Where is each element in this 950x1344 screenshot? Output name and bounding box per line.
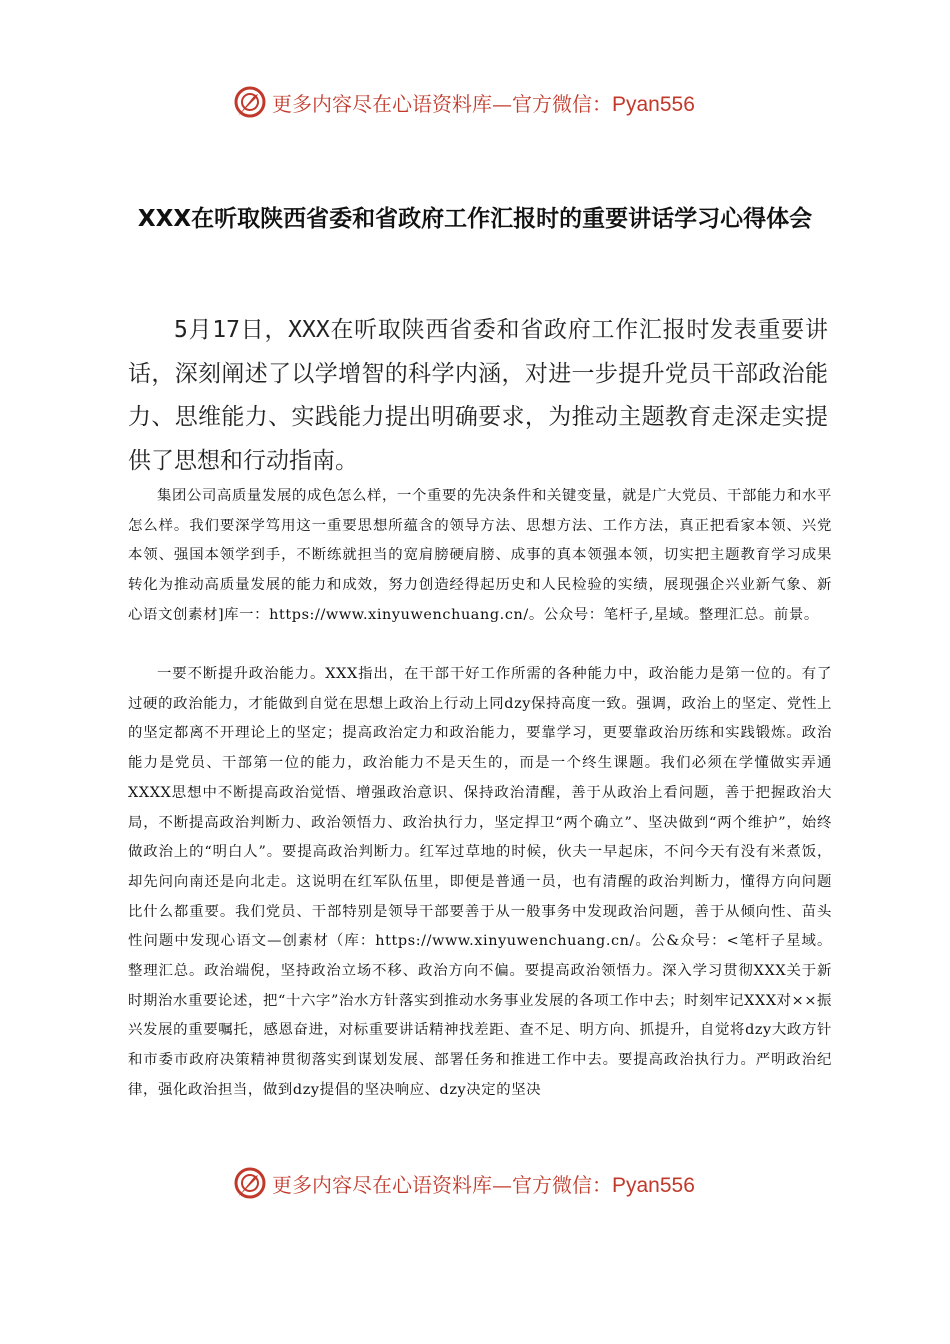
page-title: XXX在听取陕西省委和省政府工作汇报时的重要讲话学习心得体会 <box>137 206 813 232</box>
brush-logo-icon <box>232 84 268 120</box>
banner-text: 更多内容尽在心语资料库—官方微信：Pyan556 <box>272 1172 695 1197</box>
footer-watermark-banner <box>232 1165 732 1201</box>
brush-logo-icon <box>232 1165 268 1201</box>
banner-wechat-id: Pyan556 <box>612 1173 695 1197</box>
body-paragraph: 一要不断提升政治能力。XXX指出，在干部干好工作所需的各种能力中，政治能力是第一位的。有了过硬的政治能力，才能做到自觉在思想上政治上行动上同dzy保持高度一致。强调，政治上的坚定、党性上的坚定都离不开理论上的坚定；提高政治定力和政治能力，要靠学习，更要靠政治历练和实践锻炼。政治能力是党员、干部第一位的能力，政治能力不是天生的，而是一个终生课题。我们必须在学懂做实弄通XXXX思想中不断提高政治觉悟、增强政治意识、保持政治清醒，善于从政治上看问题，善于把握政治大局，不断提高政治判断力、政治领悟力、政治执行力，坚定捍卫“两个确立”、坚决做到“两个维护”，始终做政治上的“明白人”。要提高政治判断力。红军过草地的时候，伙夫一早起床，不问今天有没有米煮饭，却先问向南还是向北走。这说明在红军队伍里，即便是普通一员，也有清醒的政治判断力，懂得方向问题比什么都重要。我们党员、干部特别是领导干部要善于从一般事务中发现政治问题，善于从倾向性、苗头性问题中发现心语文—创素材（库：https://www.xinyuwenchuang.cn/。公&众号：<笔杆子星域。整理汇总。政治端倪，坚持政治立场不移、政治方向不偏。要提高政治领悟力。深入学习贯彻XXX关于新时期治水重要论述，把“十六字”治水方针落实到推动水务事业发展的各项工作中去；时刻牢记XXX对××振兴发展的重要嘱托，感恩奋进，对标重要讲话精神找差距、查不足、明方向、抓提升，自觉将dzy大政方针和市委市政府决策精神贯彻落实到谋划发展、部署任务和推进工作中去。要提高政治执行力。严明政治纪律，强化政治担当，做到dzy提倡的坚决响应、dzy决定的坚决 <box>128 666 832 1098</box>
banner-wechat-id: Pyan556 <box>612 92 695 116</box>
body-paragraph: 集团公司高质量发展的成色怎么样，一个重要的先决条件和关键变量，就是广大党员、干部能力和水平怎么样。我们要深学笃用这一重要思想所蕴含的领导方法、思想方法、工作方法，真正把看家本领、兴党本领、强国本领学到手，不断练就担当的宽肩膀硬肩膀、成事的真本领强本领，切实把主题教育学习成果转化为推动高质量发展的能力和成效，努力创造经得起历史和人民检验的实绩，展现强企兴业新气象、新心语文创素材]库一：https://www.xinyuwenchuang.cn/。公众号：笔杆子,星域。整理汇总。前景。 <box>128 488 832 623</box>
banner-text: 更多内容尽在心语资料库—官方微信：Pyan556 <box>272 91 695 116</box>
header-watermark-banner <box>232 84 732 120</box>
lead-paragraph: 5月17日，XXX在听取陕西省委和省政府工作汇报时发表重要讲话，深刻阐述了以学增智的科学内涵，对进一步提升党员干部政治能力、思维能力、实践能力提出明确要求，为推动主题教育走深走实提供了思想和行动指南。 <box>128 317 828 474</box>
